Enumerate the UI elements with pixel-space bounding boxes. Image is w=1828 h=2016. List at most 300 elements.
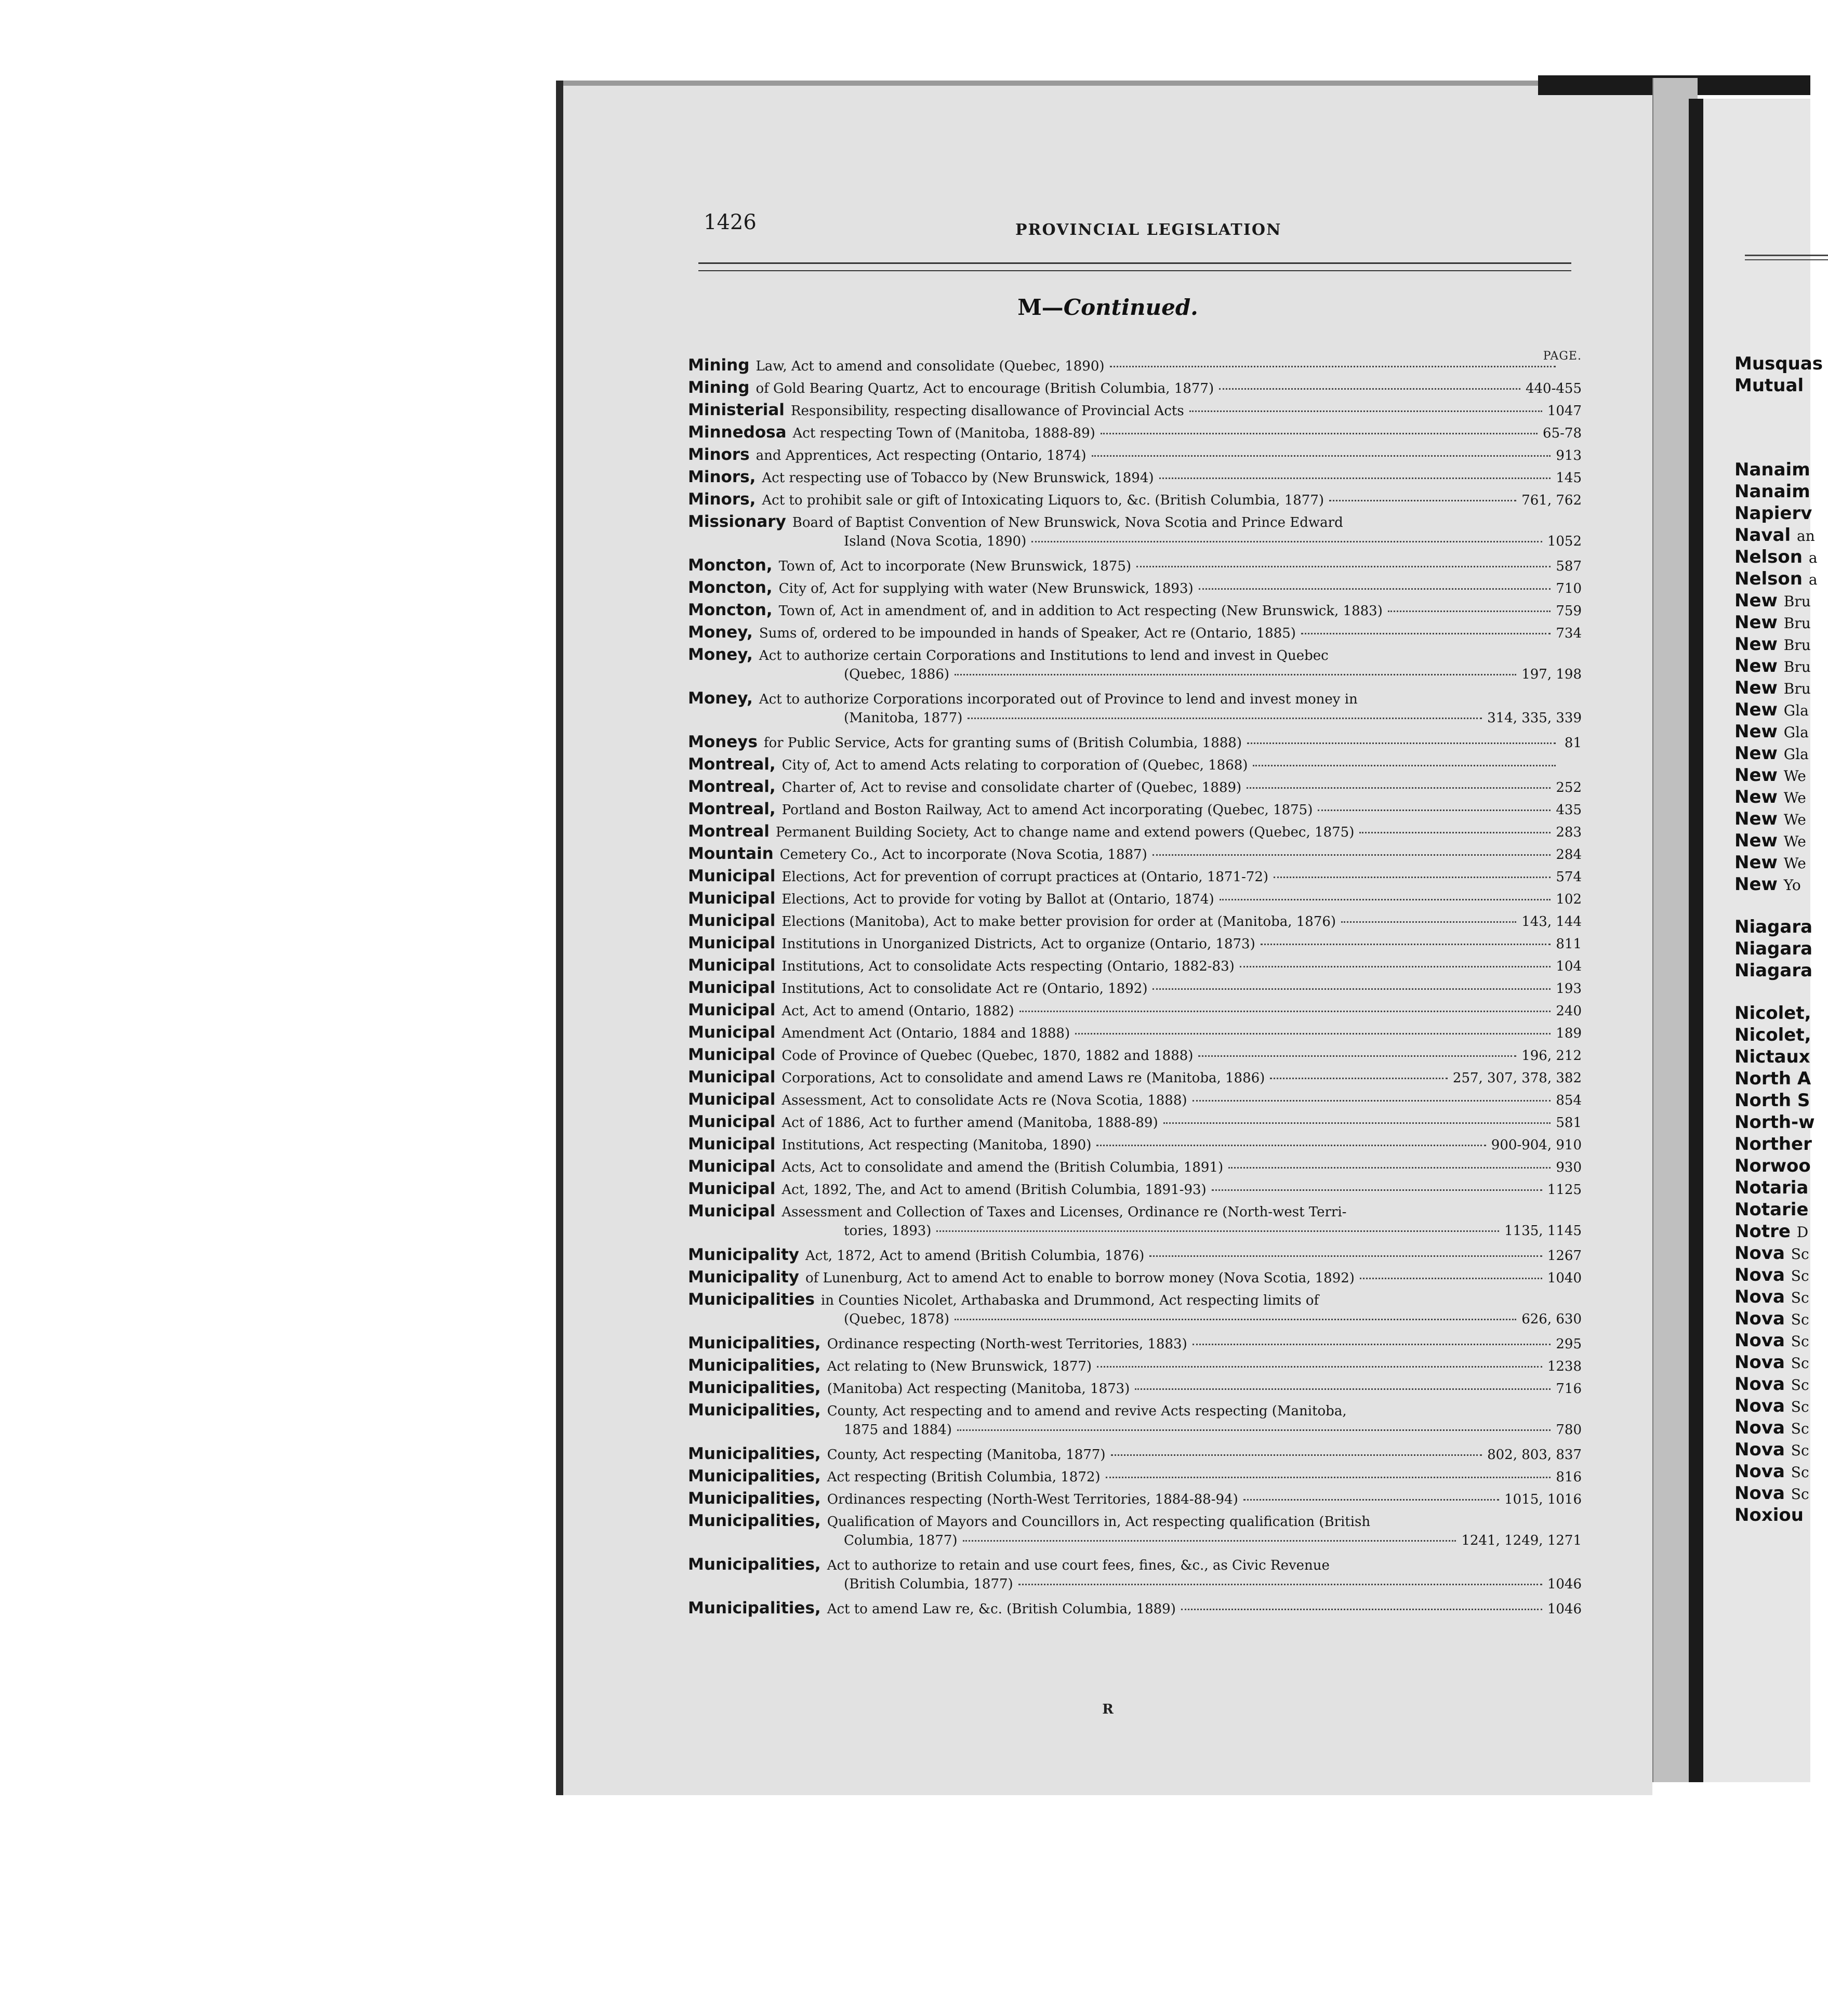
entry-page-number: 802, 803, 837	[1487, 1447, 1582, 1463]
entry-continuation-line	[688, 1576, 1582, 1598]
page-column-label: PAGE.	[1543, 350, 1582, 363]
facing-page-entry-stub	[1734, 699, 1809, 720]
entry-heading: Municipalities,	[688, 1378, 821, 1397]
entry-heading: Moneys	[688, 733, 758, 751]
entry-heading: Minnedosa	[688, 423, 787, 442]
facing-page-entry-stub	[1734, 1505, 1804, 1526]
running-title: PROVINCIAL LEGISLATION	[1015, 221, 1282, 239]
entry-description: Code of Province of Quebec (Quebec, 1870, 1882 and 1888)	[781, 1048, 1194, 1064]
stub-rest: We	[1783, 767, 1806, 785]
index-entry	[688, 1511, 1582, 1554]
stub-heading: Nicolet,	[1734, 1025, 1811, 1045]
facing-page-entry-stub	[1734, 1461, 1809, 1482]
entry-line	[688, 1467, 1582, 1488]
facing-page-entry-stub	[1734, 612, 1811, 633]
entry-description: Board of Baptist Convention of New Brunswick, Nova Scotia and Prince Edward	[792, 515, 1343, 530]
entry-heading: Municipal	[688, 911, 776, 930]
entry-heading: Municipalities	[688, 1290, 815, 1309]
index-entry	[688, 911, 1582, 933]
stub-heading: Nova	[1734, 1286, 1785, 1307]
entry-line	[688, 645, 1582, 667]
entry-heading: Municipal	[688, 934, 776, 952]
entry-heading: Moncton,	[688, 556, 773, 575]
facing-page-entry-stub	[1734, 525, 1815, 546]
stub-heading: North-w	[1734, 1112, 1815, 1133]
stub-heading: New	[1734, 787, 1778, 807]
facing-page-entry-stub	[1734, 547, 1818, 567]
stub-heading: Notaria	[1734, 1177, 1809, 1198]
stub-heading: Nova	[1734, 1330, 1785, 1351]
stub-heading: Musquas	[1734, 353, 1823, 374]
facing-page-entry-stub	[1734, 1156, 1811, 1176]
stub-rest: Sc	[1791, 1333, 1809, 1350]
dot-leader	[1219, 388, 1520, 390]
index-entry	[688, 689, 1582, 732]
dot-leader	[1270, 1077, 1448, 1079]
entry-description: City of, Act for supplying with water (New Brunswick, 1893)	[778, 581, 1194, 596]
dot-leader	[1101, 432, 1538, 434]
stub-rest: Bru	[1783, 593, 1811, 610]
dot-leader	[1031, 540, 1542, 542]
entry-description: Elections, Act for prevention of corrupt practices at (Ontario, 1871-72)	[781, 869, 1269, 885]
entry-continuation-line	[688, 1533, 1582, 1554]
entry-page-number: 145	[1556, 470, 1582, 486]
entry-heading: Municipal	[688, 1068, 776, 1086]
stub-heading: New	[1734, 634, 1778, 655]
index-entry	[688, 800, 1582, 821]
entry-continuation: (Manitoba, 1877)	[844, 710, 963, 726]
entry-description: Elections, Act to provide for voting by Ballot at (Ontario, 1874)	[781, 892, 1214, 907]
facing-page-entry-stub	[1734, 1046, 1810, 1067]
stub-rest: Bru	[1783, 658, 1811, 675]
entry-line	[688, 1135, 1582, 1156]
stub-heading: Nova	[1734, 1308, 1785, 1329]
entry-continuation: Columbia, 1877)	[844, 1533, 958, 1548]
entry-page-number: 761, 762	[1521, 493, 1582, 508]
facing-page-entry-stub	[1734, 1439, 1809, 1460]
entry-line	[688, 601, 1582, 622]
entry-line	[688, 1090, 1582, 1111]
index-entry	[688, 1245, 1582, 1267]
dot-leader	[1189, 410, 1542, 412]
index-entry	[688, 1135, 1582, 1156]
dot-leader	[1135, 1388, 1551, 1390]
entry-description: Act to prohibit sale or gift of Intoxicating Liquors to, &c. (British Columbia, 1877)	[762, 493, 1324, 508]
entry-page-number: 1267	[1547, 1248, 1582, 1264]
dot-leader	[963, 1540, 1456, 1542]
entry-line	[688, 1334, 1582, 1355]
entry-description: and Apprentices, Act respecting (Ontario, 1874)	[756, 448, 1087, 463]
dot-leader	[968, 717, 1482, 719]
dot-leader	[1198, 1055, 1516, 1057]
dot-leader	[1359, 831, 1551, 833]
entry-description: Act relating to (New Brunswick, 1877)	[827, 1359, 1092, 1374]
entry-description: of Lunenburg, Act to amend Act to enable to borrow money (Nova Scotia, 1892)	[805, 1270, 1355, 1286]
dot-leader	[1193, 1099, 1551, 1102]
entry-continuation-line	[688, 667, 1582, 688]
dot-leader	[1341, 921, 1516, 923]
index-entry	[688, 844, 1582, 866]
entry-description: Assessment, Act to consolidate Acts re (Nova Scotia, 1888)	[781, 1093, 1187, 1108]
stub-heading: Nova	[1734, 1243, 1785, 1264]
entry-page-number: 780	[1556, 1422, 1582, 1438]
page-number: 1426	[704, 210, 757, 234]
stub-heading: Nictaux	[1734, 1046, 1810, 1067]
entry-page-number: 1052	[1547, 534, 1582, 549]
entry-description: Charter of, Act to revise and consolidate charter of (Quebec, 1889)	[781, 780, 1242, 795]
facing-page-entry-stub	[1734, 721, 1809, 742]
section-heading	[563, 295, 1652, 320]
entry-heading: Ministerial	[688, 401, 785, 419]
stub-rest: Sc	[1791, 1376, 1809, 1394]
entry-line	[688, 378, 1582, 400]
stub-heading: Niagara	[1734, 960, 1813, 981]
facing-page-entry-stub	[1734, 1221, 1808, 1242]
dot-leader	[1096, 1144, 1486, 1146]
entry-continuation-line	[688, 1422, 1582, 1443]
entry-page-number: 716	[1556, 1381, 1582, 1397]
entry-page-number: 900-904, 910	[1491, 1137, 1582, 1153]
entry-line	[688, 1023, 1582, 1044]
facing-page-entry-stub	[1734, 765, 1806, 786]
entry-heading: Municipal	[688, 889, 776, 908]
dot-leader	[1199, 588, 1551, 590]
entry-description: for Public Service, Acts for granting sums of (British Columbia, 1888)	[763, 735, 1242, 751]
index-entry	[688, 1112, 1582, 1134]
entry-heading: Municipal	[688, 1045, 776, 1064]
entry-heading: Money,	[688, 645, 753, 664]
entry-page-number: 314, 335, 339	[1487, 710, 1582, 726]
entry-description: Act to authorize to retain and use court fees, fines, &c., as Civic Revenue	[827, 1558, 1330, 1573]
entry-page-number: 257, 307, 378, 382	[1452, 1070, 1582, 1086]
entry-line	[688, 401, 1582, 422]
dot-leader	[1240, 965, 1551, 967]
entry-page-number: 581	[1556, 1115, 1582, 1131]
stub-rest: We	[1783, 833, 1806, 850]
index-entry	[688, 1555, 1582, 1598]
stub-rest: Bru	[1783, 636, 1811, 654]
dot-leader	[1247, 787, 1551, 789]
stub-rest: Sc	[1791, 1398, 1809, 1415]
entry-line	[688, 1356, 1582, 1377]
entry-line	[688, 1555, 1582, 1576]
entry-line	[688, 978, 1582, 1000]
stub-heading: New	[1734, 612, 1778, 633]
entry-line	[688, 1401, 1582, 1422]
dot-leader	[1106, 1476, 1551, 1478]
section-continued: Continued.	[1063, 295, 1198, 320]
stub-heading: North A	[1734, 1068, 1811, 1089]
entry-heading: Municipal	[688, 1112, 776, 1131]
facing-page-entry-stub	[1734, 1090, 1810, 1111]
entry-page-number: 1046	[1547, 1576, 1582, 1592]
entry-page-number: 1046	[1547, 1601, 1582, 1617]
stub-rest: Sc	[1791, 1464, 1809, 1481]
index-entry	[688, 1157, 1582, 1178]
entry-continuation-line	[688, 1223, 1582, 1244]
index-entry	[688, 1290, 1582, 1333]
stub-rest: Gla	[1783, 724, 1809, 741]
entry-line	[688, 1202, 1582, 1223]
entry-heading: Municipal	[688, 1001, 776, 1019]
entry-line	[688, 445, 1582, 467]
entry-heading: Montreal	[688, 822, 770, 841]
entry-page-number: 284	[1556, 847, 1582, 863]
entry-continuation: 1875 and 1884)	[844, 1422, 952, 1438]
stub-heading: Nelson	[1734, 547, 1803, 567]
facing-page-entry-stub	[1734, 808, 1806, 829]
entry-line	[688, 356, 1582, 377]
dot-leader	[1228, 1166, 1551, 1169]
facing-page-entry-stub	[1734, 743, 1809, 764]
dot-leader	[936, 1230, 1499, 1232]
stub-heading: New	[1734, 699, 1778, 720]
entry-page-number: 189	[1556, 1026, 1582, 1041]
stub-heading: Nova	[1734, 1374, 1785, 1395]
index-entry	[688, 578, 1582, 600]
index-entry	[688, 1444, 1582, 1466]
facing-page-entry-stub	[1734, 1483, 1809, 1504]
dot-leader	[1318, 809, 1551, 811]
entry-page-number: 193	[1556, 981, 1582, 997]
stub-heading: Nicolet,	[1734, 1003, 1811, 1024]
facing-page-entry-stub	[1734, 1068, 1811, 1089]
dot-leader	[1253, 764, 1556, 766]
entry-description: County, Act respecting and to amend and revive Acts respecting (Manitoba,	[827, 1403, 1347, 1419]
dot-leader	[1329, 499, 1516, 501]
entry-description: Act of 1886, Act to further amend (Manitoba, 1888-89)	[781, 1115, 1158, 1131]
stub-rest: Sc	[1791, 1486, 1809, 1503]
stub-heading: New	[1734, 830, 1778, 851]
entry-continuation: (Quebec, 1878)	[844, 1311, 950, 1327]
stub-rest: an	[1797, 527, 1815, 545]
entry-line	[688, 1045, 1582, 1067]
entry-heading: Municipal	[688, 1135, 776, 1153]
entry-heading: Municipal	[688, 956, 776, 975]
stub-heading: Naval	[1734, 525, 1791, 546]
stub-heading: Napierv	[1734, 503, 1812, 524]
index-entry	[688, 601, 1582, 622]
index-entry	[688, 755, 1582, 776]
entry-page-number: 283	[1556, 825, 1582, 840]
dot-leader	[1360, 1277, 1542, 1279]
index-entry	[688, 733, 1582, 754]
facing-page-entry-stub	[1734, 1265, 1809, 1285]
stub-rest: Sc	[1791, 1245, 1809, 1263]
index-entry	[688, 1023, 1582, 1044]
stub-rest: Bru	[1783, 680, 1811, 697]
entry-description: Institutions, Act to consolidate Acts respecting (Ontario, 1882-83)	[781, 959, 1235, 974]
entry-description: Act respecting use of Tobacco by (New Brunswick, 1894)	[762, 470, 1154, 486]
index-entry	[688, 1068, 1582, 1089]
entry-description: Act, 1892, The, and Act to amend (British Columbia, 1891-93)	[781, 1182, 1207, 1198]
entry-page-number: 1238	[1547, 1359, 1582, 1374]
index-entry	[688, 1401, 1582, 1443]
entry-line	[688, 689, 1582, 710]
dot-leader	[1075, 1032, 1551, 1034]
entry-line	[688, 822, 1582, 843]
entry-line	[688, 1112, 1582, 1134]
index-entry	[688, 822, 1582, 843]
entry-line	[688, 468, 1582, 489]
entry-page-number: 854	[1556, 1093, 1582, 1108]
index-entry	[688, 556, 1582, 577]
entry-page-number: 104	[1556, 959, 1582, 974]
entry-description: Ordinance respecting (North-west Territories, 1883)	[827, 1336, 1187, 1352]
entry-heading: Municipality	[688, 1268, 800, 1286]
entry-description: Sums of, ordered to be impounded in hands of Speaker, Act re (Ontario, 1885)	[759, 626, 1296, 641]
entry-heading: Municipalities,	[688, 1444, 821, 1463]
entry-heading: Municipalities,	[688, 1467, 821, 1486]
stub-heading: New	[1734, 678, 1778, 698]
entry-line	[688, 733, 1582, 754]
dot-leader	[1243, 1498, 1499, 1501]
index-page	[556, 81, 1652, 1795]
stub-heading: Nanaim	[1734, 459, 1810, 480]
stub-rest: a	[1808, 571, 1818, 588]
entry-heading: Municipalities,	[688, 1401, 821, 1420]
facing-page-entry-stub	[1734, 634, 1811, 655]
entry-heading: Municipalities,	[688, 1356, 821, 1375]
stub-rest: Sc	[1791, 1311, 1809, 1328]
entry-description: Institutions, Act respecting (Manitoba, 1890)	[781, 1137, 1092, 1153]
dot-leader	[1111, 1454, 1482, 1456]
entry-page-number: 1135, 1145	[1504, 1223, 1582, 1239]
index-entry	[688, 889, 1582, 910]
entry-page-number: 930	[1556, 1160, 1582, 1175]
dot-leader	[1212, 1189, 1542, 1191]
index-entry	[688, 1334, 1582, 1355]
entry-description: Act, Act to amend (Ontario, 1882)	[781, 1003, 1014, 1019]
entry-description: City of, Act to amend Acts relating to corporation of (Quebec, 1868)	[781, 758, 1248, 773]
facing-page-entry-stub	[1734, 1003, 1811, 1024]
entry-continuation: (British Columbia, 1877)	[844, 1576, 1013, 1592]
entry-heading: Money,	[688, 623, 753, 642]
entry-continuation-line	[688, 1311, 1582, 1333]
entry-line	[688, 1001, 1582, 1022]
entry-page-number: 240	[1556, 1003, 1582, 1019]
facing-page-entry-stub	[1734, 1352, 1809, 1373]
index-entry	[688, 1090, 1582, 1111]
stub-heading: Norwoo	[1734, 1156, 1811, 1176]
entry-page-number: 65-78	[1543, 426, 1582, 441]
index-entry	[688, 468, 1582, 489]
dot-leader	[1274, 876, 1551, 878]
entry-line	[688, 755, 1582, 776]
facing-page-entry-stub	[1734, 481, 1810, 502]
index-entry	[688, 1378, 1582, 1400]
dot-leader	[1136, 565, 1551, 567]
facing-page-entry-stub	[1734, 1396, 1809, 1416]
entry-line	[688, 1245, 1582, 1267]
facing-page-entry-stub	[1734, 1177, 1808, 1198]
stub-heading: Nova	[1734, 1396, 1785, 1416]
dot-leader	[1018, 1583, 1542, 1585]
facing-page-rule	[1745, 255, 1828, 260]
stub-heading: New	[1734, 656, 1778, 677]
entry-description: Act to authorize certain Corporations and Institutions to lend and invest in Quebec	[759, 648, 1329, 664]
dot-leader	[957, 1429, 1551, 1431]
dot-leader	[1261, 943, 1551, 945]
index-entry	[688, 423, 1582, 444]
dot-leader	[1181, 1608, 1542, 1610]
entry-heading: Municipalities,	[688, 1334, 821, 1352]
header-rule	[698, 262, 1571, 271]
entry-description: Act, 1872, Act to amend (British Columbia, 1876)	[805, 1248, 1145, 1264]
entry-heading: Municipal	[688, 1157, 776, 1176]
index-entry	[688, 1001, 1582, 1022]
entry-description: Portland and Boston Railway, Act to amend Act incorporating (Quebec, 1875)	[781, 802, 1313, 818]
facing-page-entry-stub	[1734, 1308, 1809, 1329]
entry-page-number: 252	[1556, 780, 1582, 795]
entry-heading: Montreal,	[688, 777, 776, 796]
stub-heading: Nova	[1734, 1439, 1785, 1460]
stub-heading: New	[1734, 808, 1778, 829]
facing-page-entry-stub	[1734, 852, 1806, 873]
dot-leader	[1110, 365, 1556, 367]
entry-line	[688, 1444, 1582, 1466]
entry-heading: Minors,	[688, 490, 756, 509]
index-entry	[688, 867, 1582, 888]
index-entry	[688, 934, 1582, 955]
facing-page-entry-stub	[1734, 1286, 1809, 1307]
index-entry	[688, 356, 1582, 377]
entry-heading: Mining	[688, 378, 750, 397]
entry-description: Corporations, Act to consolidate and amend Laws re (Manitoba, 1886)	[781, 1070, 1265, 1086]
entry-description: Law, Act to amend and consolidate (Quebec, 1890)	[756, 359, 1105, 374]
entry-description: Town of, Act in amendment of, and in addition to Act respecting (New Brunswick, 1883)	[778, 603, 1383, 619]
entry-line	[688, 1179, 1582, 1201]
entry-description: Act to amend Law re, &c. (British Columbia, 1889)	[827, 1601, 1176, 1617]
stub-rest: Sc	[1791, 1442, 1809, 1459]
entry-page-number: 1047	[1547, 403, 1582, 419]
entry-line	[688, 423, 1582, 444]
facing-page-entry-stub	[1734, 1112, 1815, 1133]
entry-heading: Municipal	[688, 867, 776, 885]
entry-page-number: 626, 630	[1521, 1311, 1582, 1327]
facing-page-entry-stub	[1734, 503, 1812, 524]
entry-line	[688, 1268, 1582, 1289]
entry-page-number: 913	[1556, 448, 1582, 463]
dot-leader	[1388, 610, 1551, 612]
facing-page-entry-stub	[1734, 1134, 1812, 1155]
entry-heading: Municipality	[688, 1245, 800, 1264]
entry-line	[688, 777, 1582, 799]
dot-leader	[955, 673, 1516, 675]
entry-continuation: (Quebec, 1886)	[844, 667, 950, 682]
entry-description: Responsibility, respecting disallowance of Provincial Acts	[790, 403, 1184, 419]
entry-page-number: 1015, 1016	[1504, 1492, 1582, 1507]
entry-heading: Money,	[688, 689, 753, 708]
stub-rest: Gla	[1783, 746, 1809, 763]
entry-heading: Moncton,	[688, 601, 773, 619]
facing-page-entry-stub	[1734, 830, 1806, 851]
entry-heading: Municipalities,	[688, 1489, 821, 1508]
entry-page-number: 143, 144	[1521, 914, 1582, 930]
index-entry	[688, 956, 1582, 977]
entry-line	[688, 911, 1582, 933]
stub-rest: Bru	[1783, 615, 1811, 632]
entry-line	[688, 956, 1582, 977]
stub-rest: D	[1796, 1224, 1809, 1241]
entry-line	[688, 1290, 1582, 1311]
facing-page-entry-stub	[1734, 656, 1811, 677]
entry-heading: Minors	[688, 445, 750, 464]
entry-page-number: 759	[1556, 603, 1582, 619]
stub-rest: a	[1808, 549, 1818, 566]
entry-continuation-line	[688, 534, 1582, 555]
entry-heading: Montreal,	[688, 800, 776, 818]
